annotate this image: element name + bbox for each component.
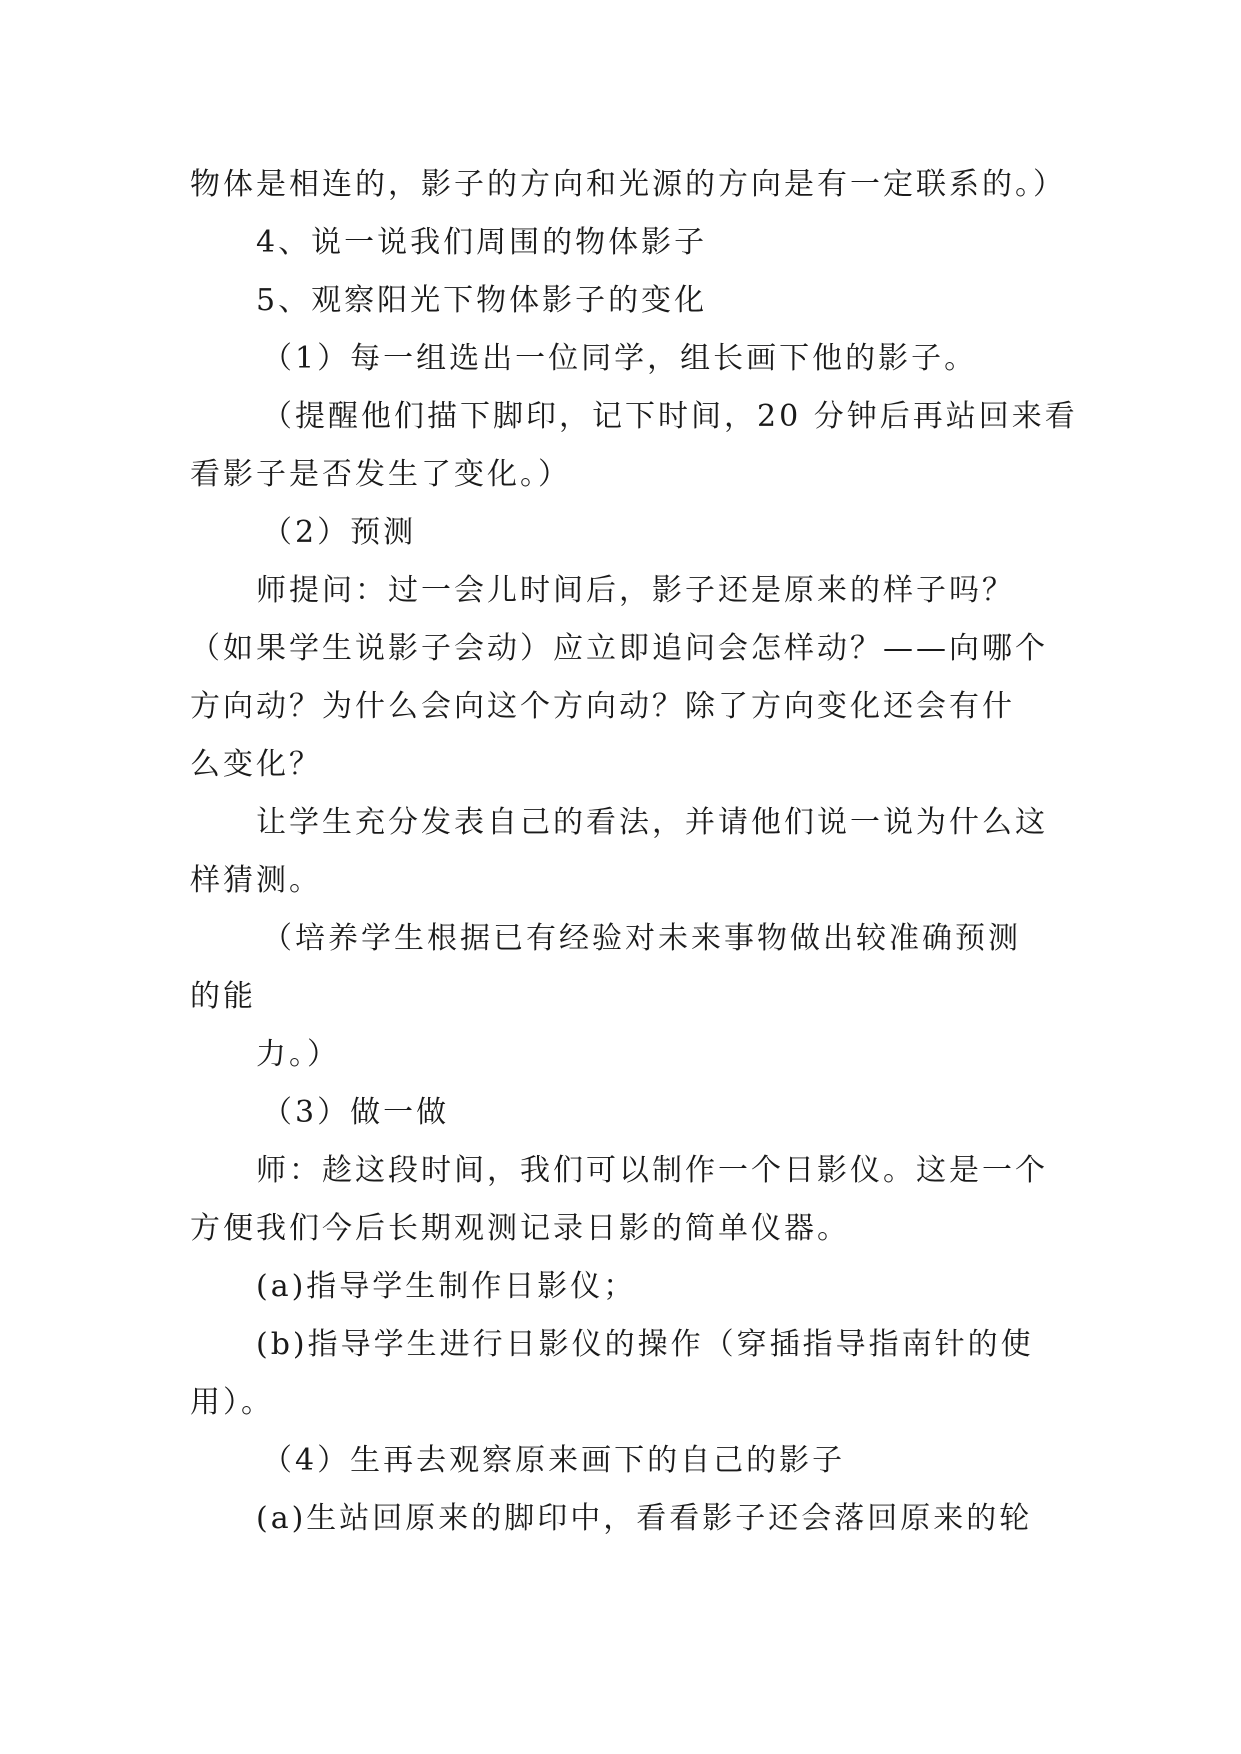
text-line: （2）预测: [262, 515, 417, 550]
text-line: (a)生站回原来的脚印中，看看影子还会落回原来的轮: [256, 1501, 1033, 1536]
text-line: 5、观察阳光下物体影子的变化: [256, 283, 708, 318]
text-line: 力。）: [256, 1037, 340, 1072]
text-line: 用）。: [190, 1385, 274, 1420]
text-line: (b)指导学生进行日影仪的操作（穿插指导指南针的使: [256, 1327, 1034, 1362]
text-line: （3）做一做: [262, 1095, 450, 1130]
text-line: 物体是相连的，影子的方向和光源的方向是有一定联系的。）: [190, 167, 1066, 202]
text-line: 方便我们今后长期观测记录日影的简单仪器。: [190, 1211, 850, 1246]
text-line: （4）生再去观察原来画下的自己的影子: [262, 1443, 846, 1478]
text-line: 师提问：过一会儿时间后，影子还是原来的样子吗？: [256, 573, 1015, 608]
text-line: 师：趁这段时间，我们可以制作一个日影仪。这是一个: [256, 1153, 1048, 1188]
text-line: 样猜测。: [190, 863, 322, 898]
text-line: 4、说一说我们周围的物体影子: [256, 225, 708, 260]
text-line: （1）每一组选出一位同学，组长画下他的影子。: [262, 341, 978, 376]
text-line: 让学生充分发表自己的看法，并请他们说一说为什么这: [256, 805, 1048, 840]
text-line: 看影子是否发生了变化。）: [190, 457, 571, 492]
text-line: 的能: [190, 979, 256, 1014]
text-line: （提醒他们描下脚印，记下时间，20 分钟后再站回来看: [262, 399, 1078, 434]
text-line: （如果学生说影子会动）应立即追问会怎样动？——向哪个: [190, 631, 1048, 666]
text-line: (a)指导学生制作日影仪；: [256, 1269, 637, 1304]
text-line: （培养学生根据已有经验对未来事物做出较准确预测: [262, 921, 1021, 956]
text-line: 方向动？为什么会向这个方向动？除了方向变化还会有什: [190, 689, 1015, 724]
text-line: 么变化？: [190, 747, 322, 782]
